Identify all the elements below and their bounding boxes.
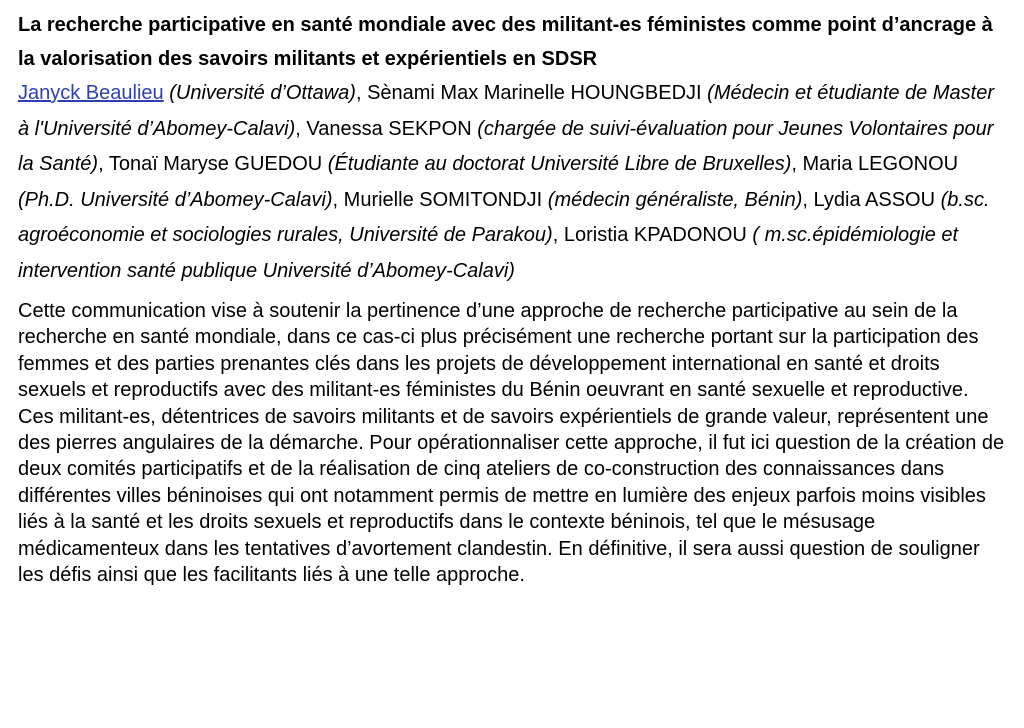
author-separator: , xyxy=(332,188,344,211)
author-separator: , xyxy=(802,188,814,211)
author-affiliation: (Université d’Ottawa) xyxy=(169,82,356,104)
author-separator: , xyxy=(98,153,109,175)
author-separator: , xyxy=(355,82,368,104)
author-name: Vanessa SEKPON xyxy=(306,117,472,140)
author-affiliation: (médecin généraliste, Bénin) xyxy=(547,188,803,211)
author-link-janyck-beaulieu[interactable]: Janyck Beaulieu xyxy=(18,82,164,104)
author-name: Lydia ASSOU xyxy=(813,188,936,211)
author-name: Maria LEGONOU xyxy=(802,153,959,175)
author-name: Sènami Max Marinelle HOUNGBEDJI xyxy=(367,82,702,104)
author-list xyxy=(18,76,1006,289)
author-affiliation: (Médecin et étudiante de Master à l'Université d’Abomey-Calavi) xyxy=(18,82,994,140)
author-affiliation: (Étudiante au doctorat Université Libre de Bruxelles) xyxy=(327,153,792,175)
author-name: Tonaï Maryse GUEDOU xyxy=(108,153,323,175)
author-name: Loristia KPADONOU xyxy=(563,224,747,246)
abstract-text: Cette communication vise à soutenir la pertinence d’une approche de recherche participative au sein de la recherche en santé mondiale, dans ce cas-ci plus précisément une recherche portant sur la participation des femmes et des parties prenantes clés dans les projets de développement international en santé et droits sexuels et reproductifs avec des militant-es féministes du Bénin oeuvrant en santé sexuelle et reproductive. Ces militant-es, détentrices de savoirs militants et de savoirs expérientiels de grande valeur, représentent une des pierres angulaires de la démarche. Pour opérationnaliser cette approche, il fut ici question de la création de deux comités participatifs et de la réalisation de cinq ateliers de co-construction des connaissances dans différentes villes béninoises qui ont notamment permis de mettre en lumière des enjeux parfois moins visibles liés à la santé et les droits sexuels et reproductifs dans le contexte béninois, tel que le mésusage médicamenteux dans les tentatives d’avortement clandestin. En définitive, il sera aussi question de souligner les défis ainsi que les facilitants liés à une telle approche. xyxy=(18,300,1005,587)
paper-title: La recherche participative en santé mondiale avec des militant-es féministes comme point d’ancrage à la valorisation des savoirs militants et expérientiels en SDSR xyxy=(18,14,993,70)
author-name: Murielle SOMITONDJI xyxy=(343,188,543,211)
author-affiliation: ( m.sc.épidémiologie et intervention santé publique Université d’Abomey-Calavi) xyxy=(18,224,959,282)
author-separator: , xyxy=(791,153,803,175)
author-separator: , xyxy=(552,224,564,246)
author-separator: , xyxy=(295,117,307,140)
author-affiliation: (Ph.D. Université d’Abomey-Calavi) xyxy=(18,188,333,211)
author-affiliation: (chargée de suivi-évaluation pour Jeunes Volontaires pour la Santé) xyxy=(18,117,994,175)
author-affiliation: (b.sc. agroéconomie et sociologies rurales, Université de Parakou) xyxy=(18,188,990,246)
